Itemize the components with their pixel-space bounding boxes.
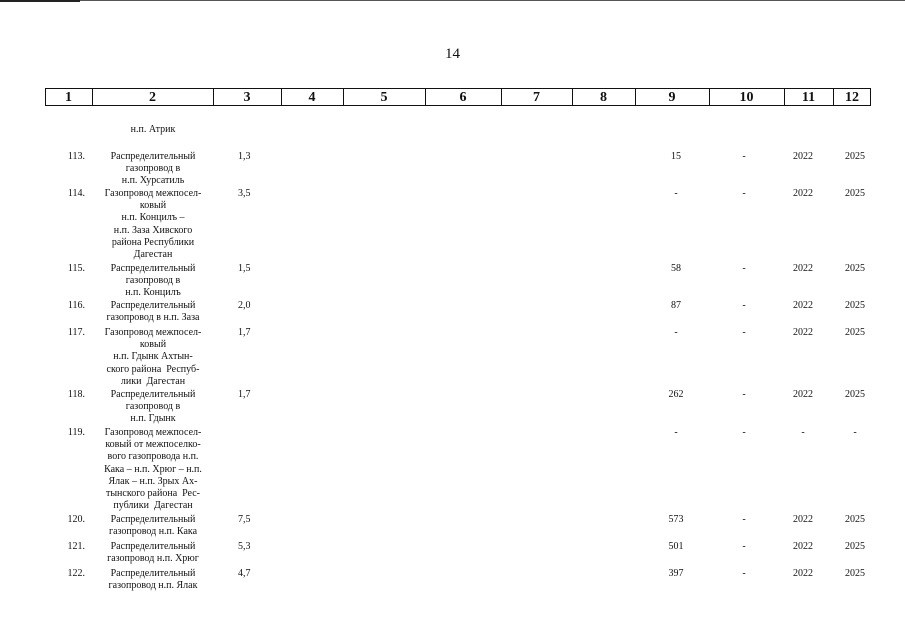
row-name: Распределительный газопровод в н.п. Гдынк [110,389,196,425]
row-col11: 2022 [793,151,813,162]
header-cell-12: 12 [845,90,859,105]
row-col11: 2022 [793,514,813,525]
row-col10: - [742,263,746,274]
row-length: 4,7 [238,568,251,579]
row-length: 7,5 [238,514,251,525]
row-col9: 15 [671,151,681,162]
row-col12: 2025 [845,300,865,311]
header-cell-2: 2 [149,90,156,105]
row-col9: - [674,327,678,338]
row-col10: - [742,327,746,338]
continuation-label: н.п. Атрик [130,124,176,135]
row-col12: 2025 [845,568,865,579]
row-name: Газопровод межпосел- ковый н.п. Концилъ – н.п. Заза Хивского района Республики Дагестан [104,188,202,261]
row-col10: - [742,151,746,162]
header-cell-9: 9 [668,90,676,105]
top-edge-line [0,0,905,2]
row-number: 113. [67,151,85,162]
header-cell-7: 7 [533,90,540,105]
row-col9: - [674,427,678,438]
header-cell-1: 1 [65,90,72,105]
header-cell-3: 3 [243,90,251,105]
row-number: 120. [67,514,85,525]
row-col10: - [742,188,746,199]
row-col9: 397 [668,568,684,579]
row-col10: - [742,541,746,552]
row-col10: - [742,389,746,400]
page-number: 14 [445,46,460,62]
row-number: 118. [67,389,85,400]
row-col12: 2025 [845,188,865,199]
row-col11: 2022 [793,568,813,579]
header-cell-5: 5 [380,90,388,105]
row-col11: 2022 [793,263,813,274]
row-col10: - [742,300,746,311]
row-number: 116. [67,300,85,311]
row-name: Распределительный газопровод в н.п. Концилъ [110,263,196,299]
row-length: 5,3 [238,541,251,552]
row-col11: 2022 [793,300,813,311]
row-number: 121. [67,541,85,552]
header-cell-11: 11 [801,90,816,105]
row-col9: 501 [668,541,684,552]
top-edge-line-thin [80,0,905,1]
header-cell-10: 10 [739,90,754,105]
row-length: 1,7 [238,389,251,400]
row-col10: - [742,514,746,525]
row-name: Распределительный газопровод н.п. Хрюг [107,541,199,565]
row-col11: - [801,427,805,438]
row-length: 2,0 [238,300,251,311]
row-col10: - [742,568,746,579]
row-col12: 2025 [845,514,865,525]
row-col9: - [674,188,678,199]
row-number: 117. [67,327,85,338]
row-col12: 2025 [845,389,865,400]
row-col9: 58 [671,263,681,274]
row-number: 115. [67,263,85,274]
row-name: Распределительный газопровод н.п. Кака [108,514,198,538]
row-length: 1,3 [238,151,251,162]
row-name: Газопровод межпосел- ковый от межпоселко- вого газопровода н.п. Кака – н.п. Хрюг – н.п. Ялак – н.п. Зрых Ах- тынского района Рес- публики Дагестан [104,427,202,512]
top-edge-line-thick [0,0,80,2]
row-col9: 87 [671,300,681,311]
row-col11: 2022 [793,188,813,199]
row-name: Распределительный газопровод н.п. Ялак [108,568,198,592]
row-length: 1,7 [238,327,251,338]
row-col12: 2025 [845,541,865,552]
row-col11: 2022 [793,541,813,552]
row-col12: 2025 [845,327,865,338]
row-col10: - [742,427,746,438]
row-name: Газопровод межпосел- ковый н.п. Гдынк Ахтын- ского района Респуб- лики Дагестан [104,327,202,387]
row-col12: 2025 [845,263,865,274]
row-col12: - [853,427,857,438]
row-col11: 2022 [793,389,813,400]
row-length: 1,5 [238,263,251,274]
row-name: Распределительный газопровод в н.п. Заза [106,300,200,324]
row-length: 3,5 [238,188,251,199]
row-col9: 262 [668,389,684,400]
header-cell-6: 6 [459,90,467,105]
row-col12: 2025 [845,151,865,162]
row-col9: 573 [668,514,684,525]
row-name: Распределительный газопровод в н.п. Хурсатиль [110,151,196,187]
table-header-row [45,88,871,106]
header-cell-8: 8 [600,90,607,105]
row-number: 114. [67,188,85,199]
row-col11: 2022 [793,327,813,338]
header-cell-4: 4 [308,90,316,105]
row-number: 122. [67,568,85,579]
row-number: 119. [67,427,85,438]
